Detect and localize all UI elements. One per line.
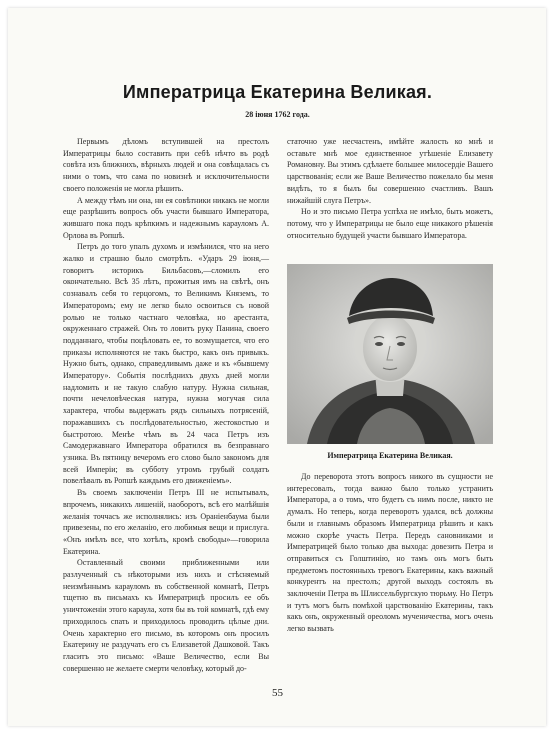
page-number: 55 <box>272 687 283 699</box>
right-column-top <box>287 136 493 241</box>
right-column-bottom <box>287 471 493 635</box>
paragraph: До переворота этотъ вопросъ никого въ сущности не интересовалъ, тогда важно было только устранить Императора, а о томъ, что будетъ съ нимъ после, никто не думалъ. Но теперь, когда переворотъ удался, всѣ должны были и главнымъ образомъ Императрица рѣшить и какъ можно скорѣе участь Петра. Передъ сановниками и Императрицей было только два выхода: довезить Петра и отправиться съ Голштинію, но тамъ онъ могъ быть предметомъ постоянныхъ тревогъ Екатерины, какъ важный конкурентъ на престолъ; другой выходъ состоялъ въ заключеніи Петра въ Шлиссельбургскую тюрьму. Но Петръ и тутъ могъ быть помѣхой царствованію Екатерины, такъ какъ онъ, окруженный ореоломъ мученичества, могъ очень легко вызвать <box>287 472 493 634</box>
paragraph: Въ своемъ заключеніи Петръ III не испытывалъ, впрочемъ, никакихъ лишеній, наоборотъ, всѣ его малѣйшія желанія точчасъ же исполнялись: изъ Ораніенбаума были привезены, по его желанію, его любимыя вещи и прислуга. «Онъ имѣлъ все, что хотѣлъ, кромѣ свободы»—говорила Екатерина. <box>63 488 269 556</box>
article-date: 28 іюня 1762 года. <box>245 110 310 119</box>
portrait-image <box>287 264 493 444</box>
paragraph: А между тѣмъ ни она, ни ея совѣтники никакъ не могли еще разрѣшить вопросъ объ участи бывшаго Императора, жившаго пока подъ крѣпкимъ и надежнымъ карауломъ А. Орлова въ Ропшѣ. <box>63 195 269 240</box>
paragraph: Петръ до того упалъ духомъ и измѣнился, что на него жалко и страшно было смотрѣть. «Ударъ 29 іюня,—говоритъ историкъ Бильбасовъ,—сломилъ его окончательно. Всѣ 35 лѣтъ, прожитыя имъ на свѣтѣ, онъ сознавалъ себя то герцогомъ, то Великимъ Княземъ, то Императоромъ; ему не легко было освоиться съ новой ролью не только частнаго человѣка, но арестанта, окруженнаго стражей. Онъ то ловитъ руку Панина, своего подданнаго, чтобы поцѣловать ее, то возмущается, что его приказы исполняются не такъ быстро, какъ онъ привыкъ. Нужно быть, однако, справедливымъ даже и къ «бывшему Императору». Событія послѣднихъ двухъ дней могли надломить и не такую слабую натуру. Нужна сильная, почти нечеловѣческая натура, нужна могучая сила характера, чтобы выдержать рядъ сильныхъ потрясеній, поражавшихъ съ послѣдовательностью, жестокостью и быстротою. Менѣе чѣмъ въ 24 часа Петръ изъ Самодержавнаго Императора обратился въ безправнаго узника. Въ пятницу вечеромъ его слово было закономъ для всей Имперіи; въ субботу утромъ грубый солдатъ повелѣвалъ въ Ропшѣ каждымъ его движеніемъ». <box>63 242 269 486</box>
paragraph: Первымъ дѣломъ вступившей на престолъ Императрицы было составить при себѣ нѣчто въ родѣ совѣта изъ ближнихъ, вѣрныхъ людей и она совѣщалась съ ними о томъ, что сама по новизнѣ и исключительности своего положенія не могла рѣшить. <box>63 137 269 193</box>
article-title: Императрица Екатерина Великая. <box>122 82 433 102</box>
paragraph: Оставленный своими приближенными или разлученный съ нѣкоторыми изъ нихъ и стѣсняемый неизмѣннымъ карауломъ въ собственной комнатѣ, Петръ тщетно въ письмахъ къ Императрицѣ просилъ ее объ уничтоженіи этого караула, хотя бы въ той комнатѣ, гдѣ ему приходилось спать и приходилось проводить цѣлые дни. Очень характерно его письмо, въ которомъ онъ просилъ Екатерину не раздучать его съ Елизаветой Дашковой. Такъ гласитъ это письмо: «Ваше Величество, если Вы совершенно не желаете смерти человѣку, который до- <box>63 558 269 673</box>
portrait-caption: Императрица Екатерина Великая. <box>327 451 453 460</box>
paragraph: статочно уже несчастенъ, имѣйте жалость ко мнѣ и оставьте мнѣ мое единственное утѣшеніе Елизавету Романовну. Вы этимъ сдѣлаете большее милосердіе Вашего царствованія; если же Ваше Величество пожелало бы меня видѣть, то я былъ бы совершенно счастливъ. Вашъ нижайшій слуга Петръ». <box>287 137 493 205</box>
paragraph: Но и это письмо Петра успѣха не имѣло, быть можетъ, потому, что у Императрицы не было еще никакого рѣшенія относительно будущей участи бывшаго Императора. <box>287 207 493 240</box>
portrait-illustration <box>287 264 493 444</box>
left-column <box>63 136 269 674</box>
